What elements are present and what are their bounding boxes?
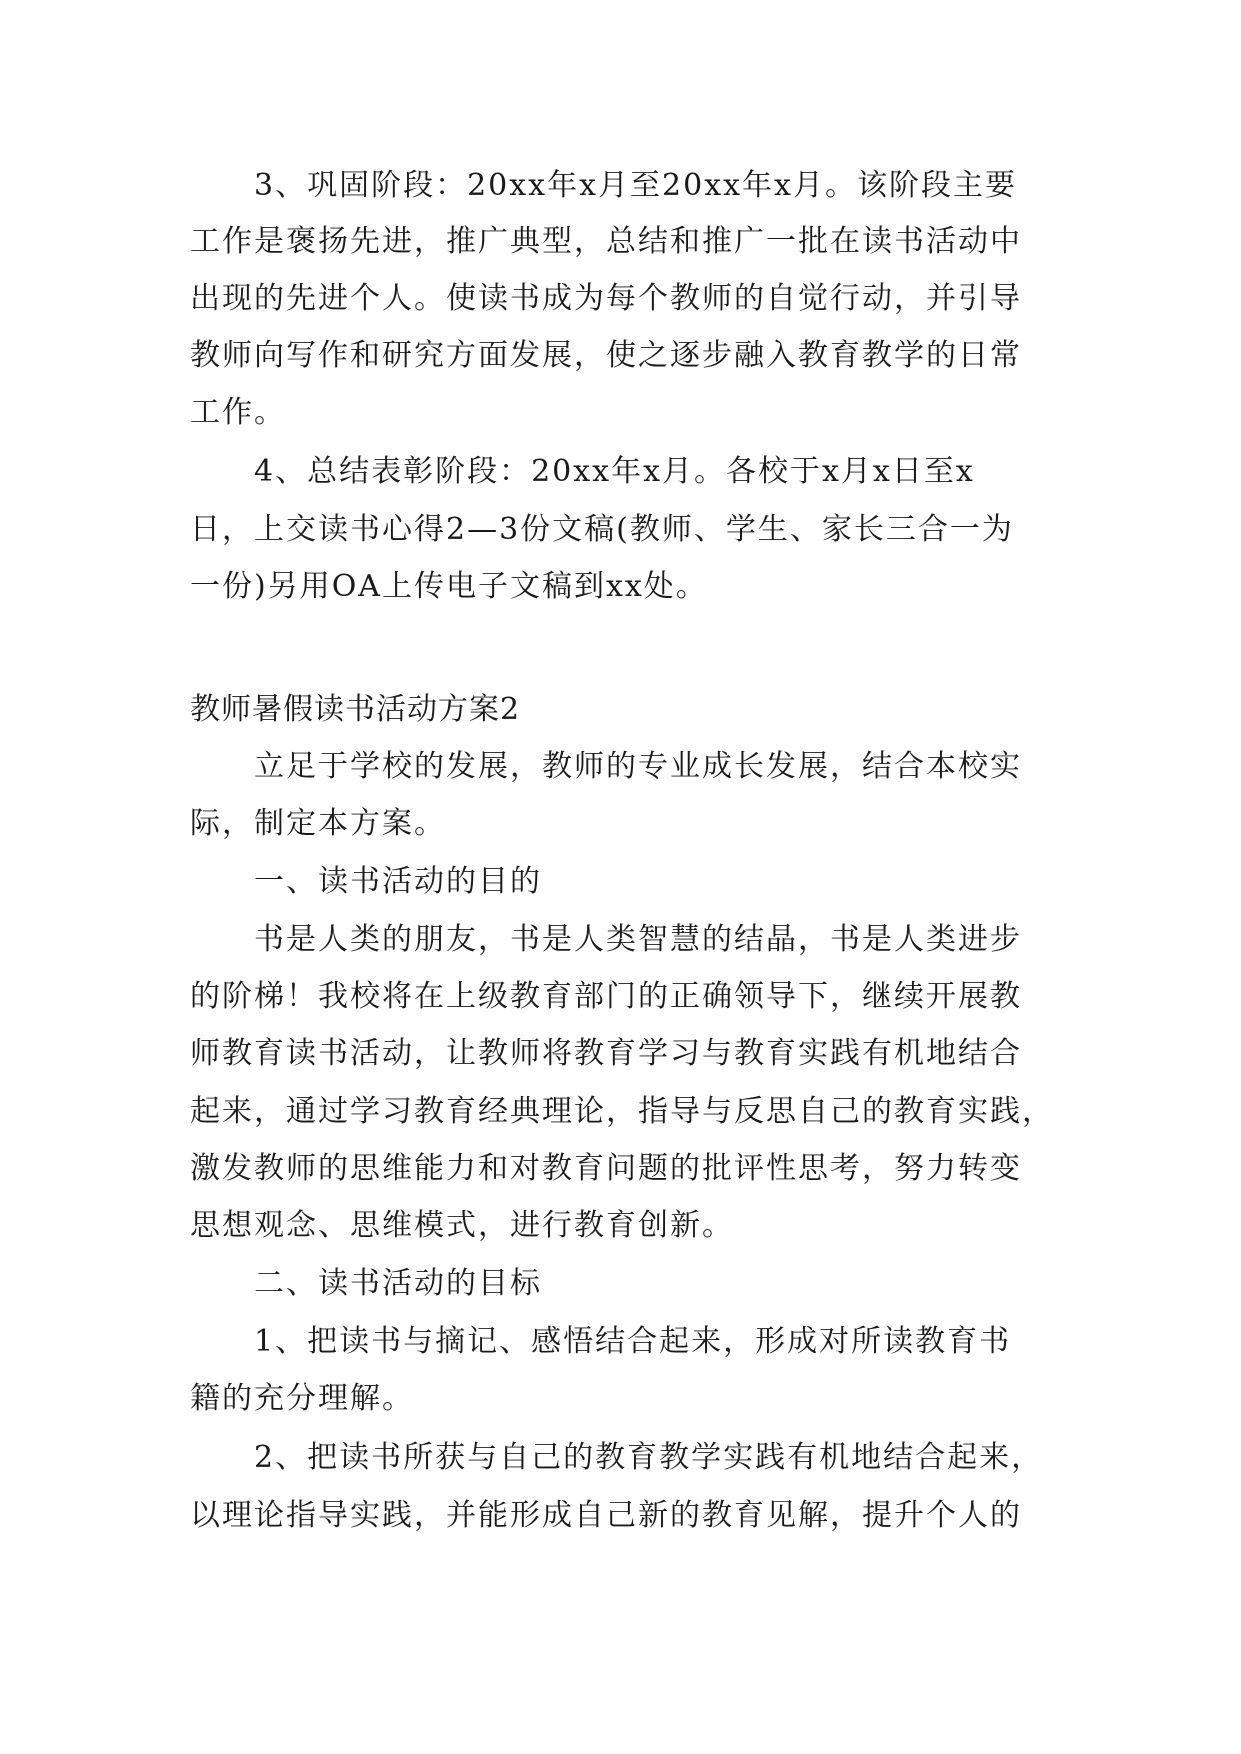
paragraph-line: 的阶梯！我校将在上级教育部门的正确领导下，继续开展教 xyxy=(190,979,1022,1014)
paragraph-line: 工作。 xyxy=(190,395,286,430)
paragraph-line: 师教育读书活动，让教师将教育学习与教育实践有机地结合 xyxy=(190,1036,1022,1071)
paragraph-line: 1、把读书与摘记、感悟结合起来，形成对所读教育书 xyxy=(254,1324,1012,1359)
paragraph-line: 书是人类的朋友，书是人类智慧的结晶，书是人类进步 xyxy=(254,922,1022,957)
subheading: 一、读书活动的目的 xyxy=(254,864,542,899)
paragraph-line: 籍的充分理解。 xyxy=(190,1381,414,1416)
paragraph-line: 一份)另用OA上传电子文稿到xx处。 xyxy=(190,569,708,604)
section-title: 教师暑假读书活动方案2 xyxy=(190,692,521,727)
paragraph-line: 3、巩固阶段：20xx年x月至20xx年x月。该阶段主要 xyxy=(254,168,1017,203)
paragraph-line: 起来，通过学习教育经典理论，指导与反思自己的教育实践， xyxy=(190,1094,1054,1129)
subheading: 二、读书活动的目标 xyxy=(254,1266,542,1301)
paragraph-line: 立足于学校的发展，教师的专业成长发展，结合本校实 xyxy=(254,749,1022,784)
paragraph-line: 2、把读书所获与自己的教育教学实践有机地结合起来， xyxy=(254,1440,1044,1475)
paragraph-line: 教师向写作和研究方面发展，使之逐步融入教育教学的日常 xyxy=(190,338,1022,373)
paragraph-line: 际，制定本方案。 xyxy=(190,806,446,841)
paragraph-line: 出现的先进个人。使读书成为每个教师的自觉行动，并引导 xyxy=(190,281,1022,316)
paragraph-line: 工作是褒扬先进，推广典型，总结和推广一批在读书活动中 xyxy=(190,224,1022,259)
paragraph-line: 激发教师的思维能力和对教育问题的批评性思考，努力转变 xyxy=(190,1151,1022,1186)
paragraph-line: 以理论指导实践，并能形成自己新的教育见解，提升个人的 xyxy=(190,1498,1022,1533)
paragraph-line: 日，上交读书心得2—3份文稿(教师、学生、家长三合一为 xyxy=(190,512,1014,547)
paragraph-line: 4、总结表彰阶段：20xx年x月。各校于x月x日至x xyxy=(254,454,975,489)
paragraph-line: 思想观念、思维模式，进行教育创新。 xyxy=(190,1208,734,1243)
